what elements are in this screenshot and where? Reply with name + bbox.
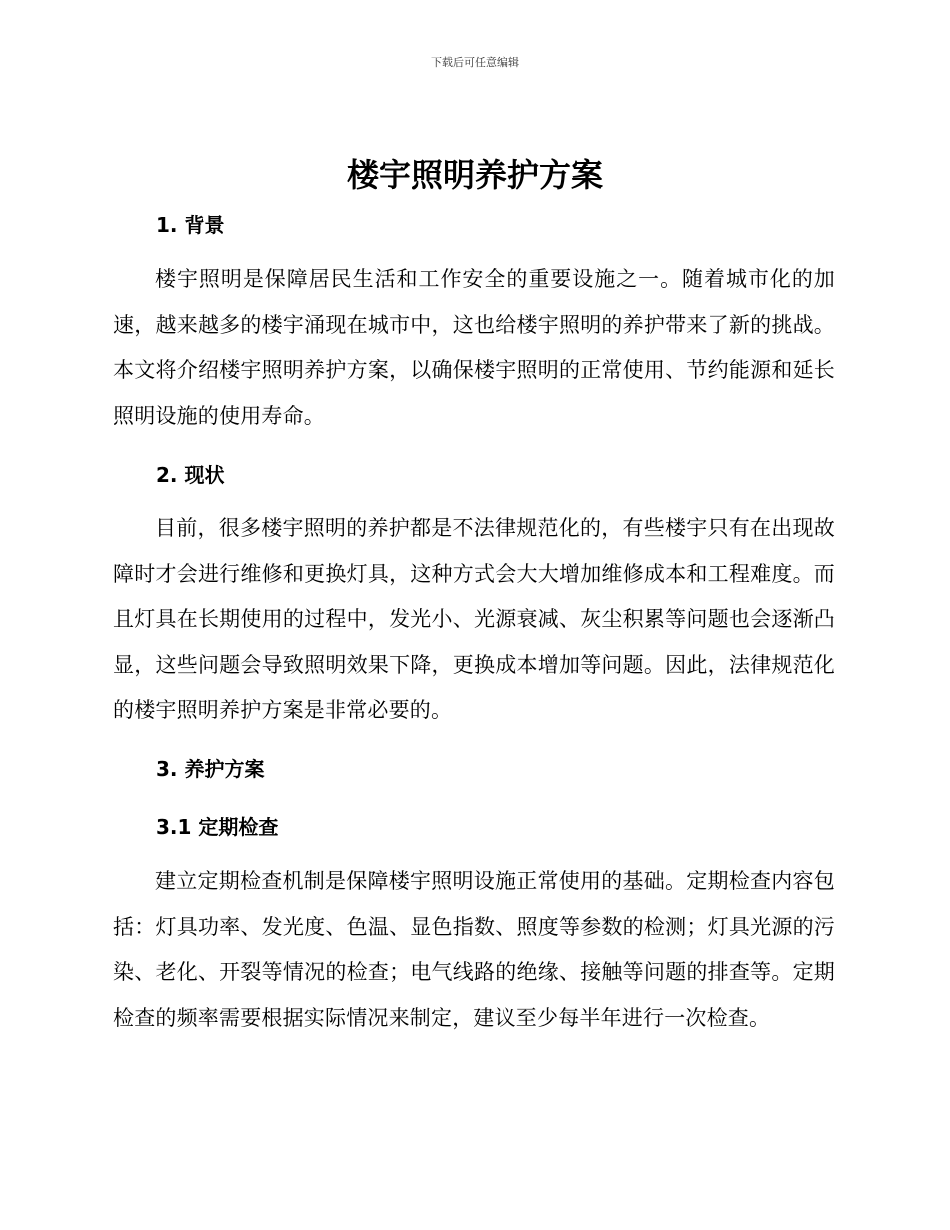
section-heading-status: 2. 现状 [156,463,225,487]
paragraph-background: 楼宇照明是保障居民生活和工作安全的重要设施之一。随着城市化的加速，越来越多的楼宇涌现在城市中，这也给楼宇照明的养护带来了新的挑战。本文将介绍楼宇照明养护方案，以确保楼宇照明的正常使用、节约能源和延长照明设施的使用寿命。 [113,267,835,428]
header-note: 下载后可任意编辑 [431,56,519,69]
document-title: 楼宇照明养护方案 [346,156,603,194]
section-heading-background: 1. 背景 [156,213,225,237]
subsection-heading-inspection: 3.1 定期检查 [156,815,279,839]
paragraph-inspection: 建立定期检查机制是保障楼宇照明设施正常使用的基础。定期检查内容包括：灯具功率、发光度、色温、显色指数、照度等参数的检测；灯具光源的污染、老化、开裂等情况的检查；电气线路的绝缘、接触等问题的排查等。定期检查的频率需要根据实际情况来制定，建议至少每半年进行一次检查。 [113,869,835,1030]
paragraph-status: 目前，很多楼宇照明的养护都是不法律规范化的，有些楼宇只有在出现故障时才会进行维修和更换灯具，这种方式会大大增加维修成本和工程难度。而且灯具在长期使用的过程中，发光小、光源衰减、灰尘积累等问题也会逐渐凸显，这些问题会导致照明效果下降，更换成本增加等问题。因此，法律规范化的楼宇照明养护方案是非常必要的。 [113,516,835,722]
section-heading-plan: 3. 养护方案 [156,757,265,781]
